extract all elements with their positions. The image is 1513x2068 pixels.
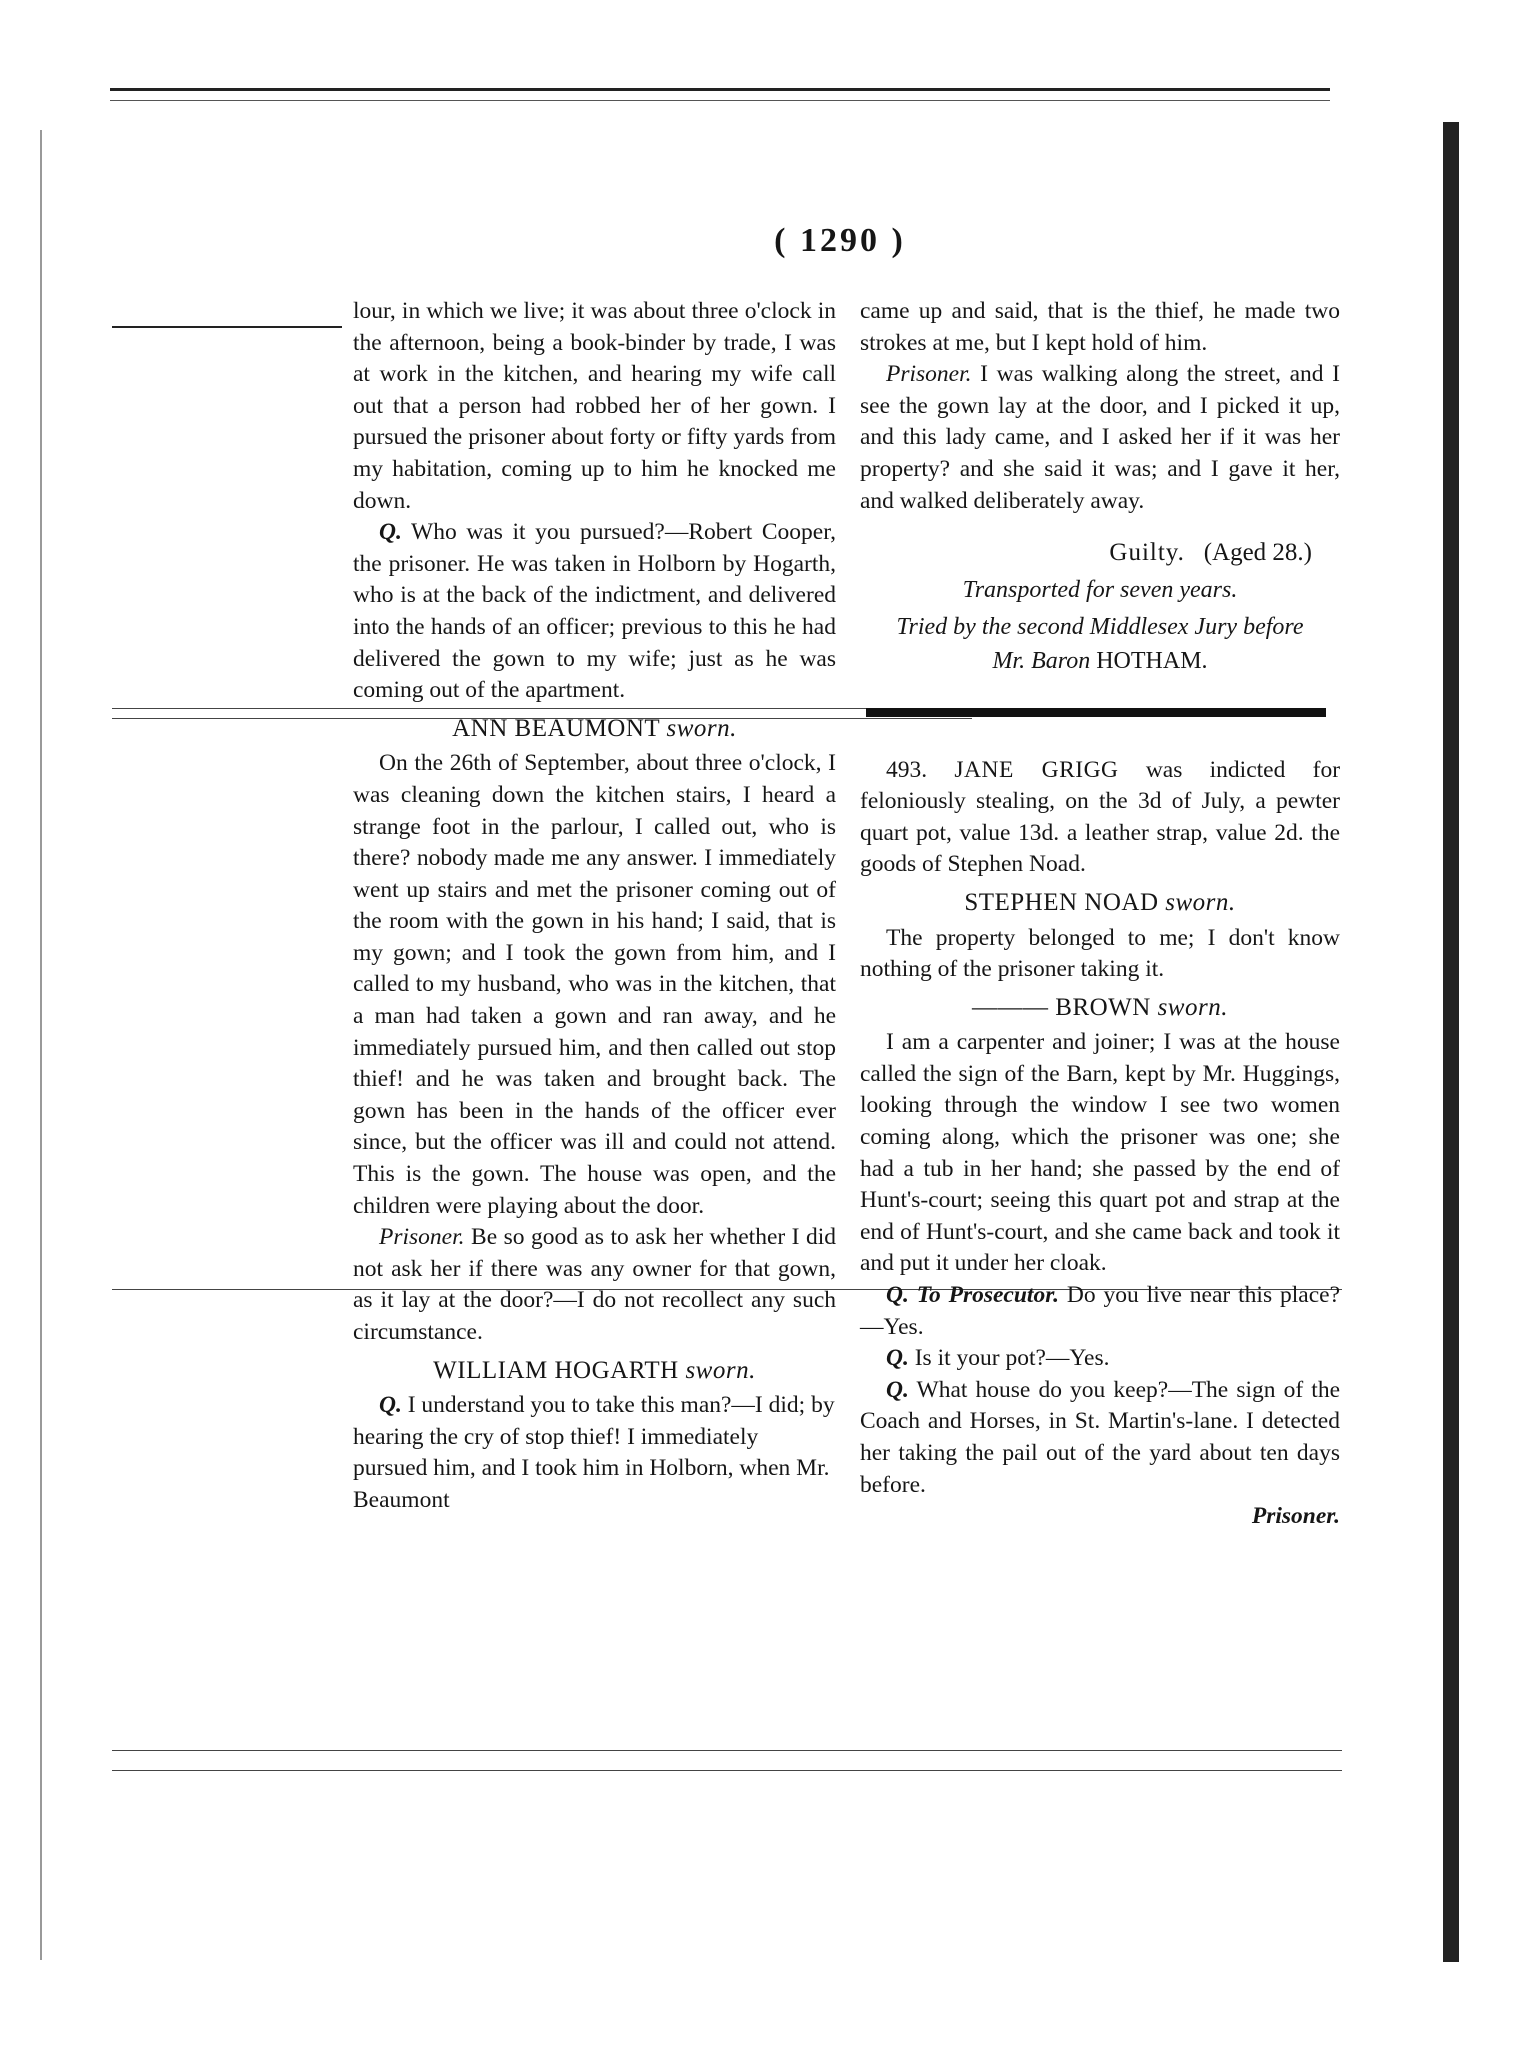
right-paragraph-6-text: Do you live near this place?—Yes. xyxy=(860,1282,1341,1340)
witness-name: STEPHEN NOAD xyxy=(964,888,1159,916)
case-number: 493. xyxy=(886,756,928,783)
prisoner-label: Prisoner. xyxy=(886,361,972,388)
witness-name: ——— BROWN xyxy=(972,993,1151,1021)
prisoner-label: Prisoner. xyxy=(379,1224,465,1251)
witness-name: WILLIAM HOGARTH xyxy=(433,1356,679,1384)
scan-stray-6 xyxy=(112,1770,1342,1771)
left-paragraph-5 xyxy=(353,1390,836,1516)
sworn-label: sworn. xyxy=(1165,888,1236,916)
question-mark: Q. xyxy=(886,1376,909,1403)
page-number: ( 1290 ) xyxy=(774,222,906,259)
sentence: Transported for seven years. xyxy=(962,576,1238,603)
left-paragraph-2 xyxy=(353,517,836,707)
question-mark: Q. xyxy=(886,1345,909,1372)
scan-stray-5 xyxy=(112,1750,1342,1751)
right-column xyxy=(860,296,1340,1533)
case-paragraph-text: was indicted for feloniously stealing, on the 3d of July, a pewter quart pot, value 13d. a leather strap, value 2d. the goods of Stephen Noad. xyxy=(860,756,1341,878)
defendant-name: JANE GRIGG xyxy=(954,756,1119,783)
right-paragraph-7 xyxy=(860,1343,1340,1375)
scan-right-border xyxy=(1443,122,1459,1962)
right-paragraph-2-text: I was walking along the street, and I see the gown lay at the door, and I picked it up, and this lady came, and I asked her if it was her property? and she said it was; and I gave it her, and walked deliberately away. xyxy=(860,361,1340,514)
scan-top-rule xyxy=(110,88,1330,91)
judge-title: Mr. Baron xyxy=(992,647,1091,674)
right-paragraph-4: The property belonged to me; I don't know nothing of the prisoner taking it. xyxy=(860,924,1340,983)
witness-heading-william-hogarth xyxy=(353,1355,836,1387)
case-paragraph xyxy=(860,755,1340,881)
left-paragraph-2-text: Who was it you pursued?—Robert Cooper, the prisoner. He was taken in Holborn by Hogarth, who is at the back of the indictment, and delivered into the hands of an officer; previous to this he had delivered the gown to my wife; just as he was coming out of the apartment. xyxy=(353,519,836,704)
scan-stray-1 xyxy=(112,326,342,328)
right-paragraph-8-text: What house do you keep?—The sign of the Coach and Horses, in St. Martin's-lane. I detected her taking the pail out of the yard about ten days before. xyxy=(860,1376,1340,1498)
sworn-label: sworn. xyxy=(685,1356,756,1384)
left-paragraph-1: lour, in which we live; it was about three o'clock in the afternoon, being a book-binder by trade, I was at work in the kitchen, and hearing my wife call out that a person had robbed her of her gown. I pursued the prisoner about forty or fifty yards from my habitation, coming up to him he knocked me down. xyxy=(353,298,836,514)
verdict: Guilty. xyxy=(1109,539,1185,567)
left-column xyxy=(353,296,836,1517)
right-paragraph-1: came up and said, that is the thief, he made two strokes at me, but I kept hold of him. xyxy=(860,298,1340,356)
right-paragraph-8 xyxy=(860,1375,1340,1501)
verdict-line xyxy=(860,537,1312,569)
question-mark: Q. xyxy=(379,519,402,546)
to-prosecutor-label: Q. To Prosecutor. xyxy=(886,1282,1059,1309)
section-divider xyxy=(866,708,1326,717)
left-paragraph-4 xyxy=(353,1222,836,1348)
sworn-label: sworn. xyxy=(666,714,737,742)
scan-left-edge xyxy=(40,130,42,1960)
witness-heading-ann-beaumont xyxy=(353,713,836,745)
witness-heading-brown xyxy=(860,992,1340,1024)
left-paragraph-4-text: Be so good as to ask her whether I did not ask her if there was any owner for that gown, as it lay at the door?—I do not recollect any such circumstance. xyxy=(353,1224,837,1345)
judge-line xyxy=(860,646,1340,678)
witness-heading-stephen-noad xyxy=(860,887,1340,919)
court-line: Tried by the second Middlesex Jury before xyxy=(896,614,1304,641)
left-paragraph-3: On the 26th of September, about three o'clock, I was cleaning down the kitchen stairs, I heard a strange foot in the parlour, I called out, who is there? nobody made me any answer. I immediately went up stairs and met the prisoner coming out of the room with the gown in his hand; I said, that is my gown; and I took the gown from him, and I called to my husband, who was in the kitchen, that a man had taken a gown and ran away, and he immediately pursued him, and then called out stop thief! and he was taken and brought back. The gown has been in the hands of the officer ever since, but the officer was ill and could not attend. This is the gown. The house was open, and the children were playing about the door. xyxy=(353,750,836,1219)
scan-top-rule-2 xyxy=(110,100,1330,101)
right-paragraph-6 xyxy=(860,1280,1340,1343)
right-paragraph-5: I am a carpenter and joiner; I was at the house called the sign of the Barn, kept by Mr. Huggings, looking through the window I see two women coming along, which the prisoner was one; she had a tub in her hand; she passed by the end of Hunt's-court; seeing this quart pot and strap at the end of Hunt's-court, and she came back and took it and put it under her cloak. xyxy=(860,1029,1340,1277)
witness-name: ANN BEAUMONT xyxy=(452,714,660,742)
judge-name: HOTHAM. xyxy=(1096,647,1208,674)
question-mark: Q. xyxy=(379,1392,402,1419)
sworn-label: sworn. xyxy=(1157,993,1228,1021)
defendant-age: (Aged 28.) xyxy=(1203,539,1312,567)
catchword: Prisoner. xyxy=(1251,1503,1340,1530)
left-paragraph-5-text: I understand you to take this man?—I did; by hearing the cry of stop thief! I immediately pursued him, and I took him in Holborn, when Mr. Beaumont xyxy=(353,1392,835,1513)
right-paragraph-2 xyxy=(860,359,1340,517)
right-paragraph-7-text: Is it your pot?—Yes. xyxy=(914,1345,1110,1372)
